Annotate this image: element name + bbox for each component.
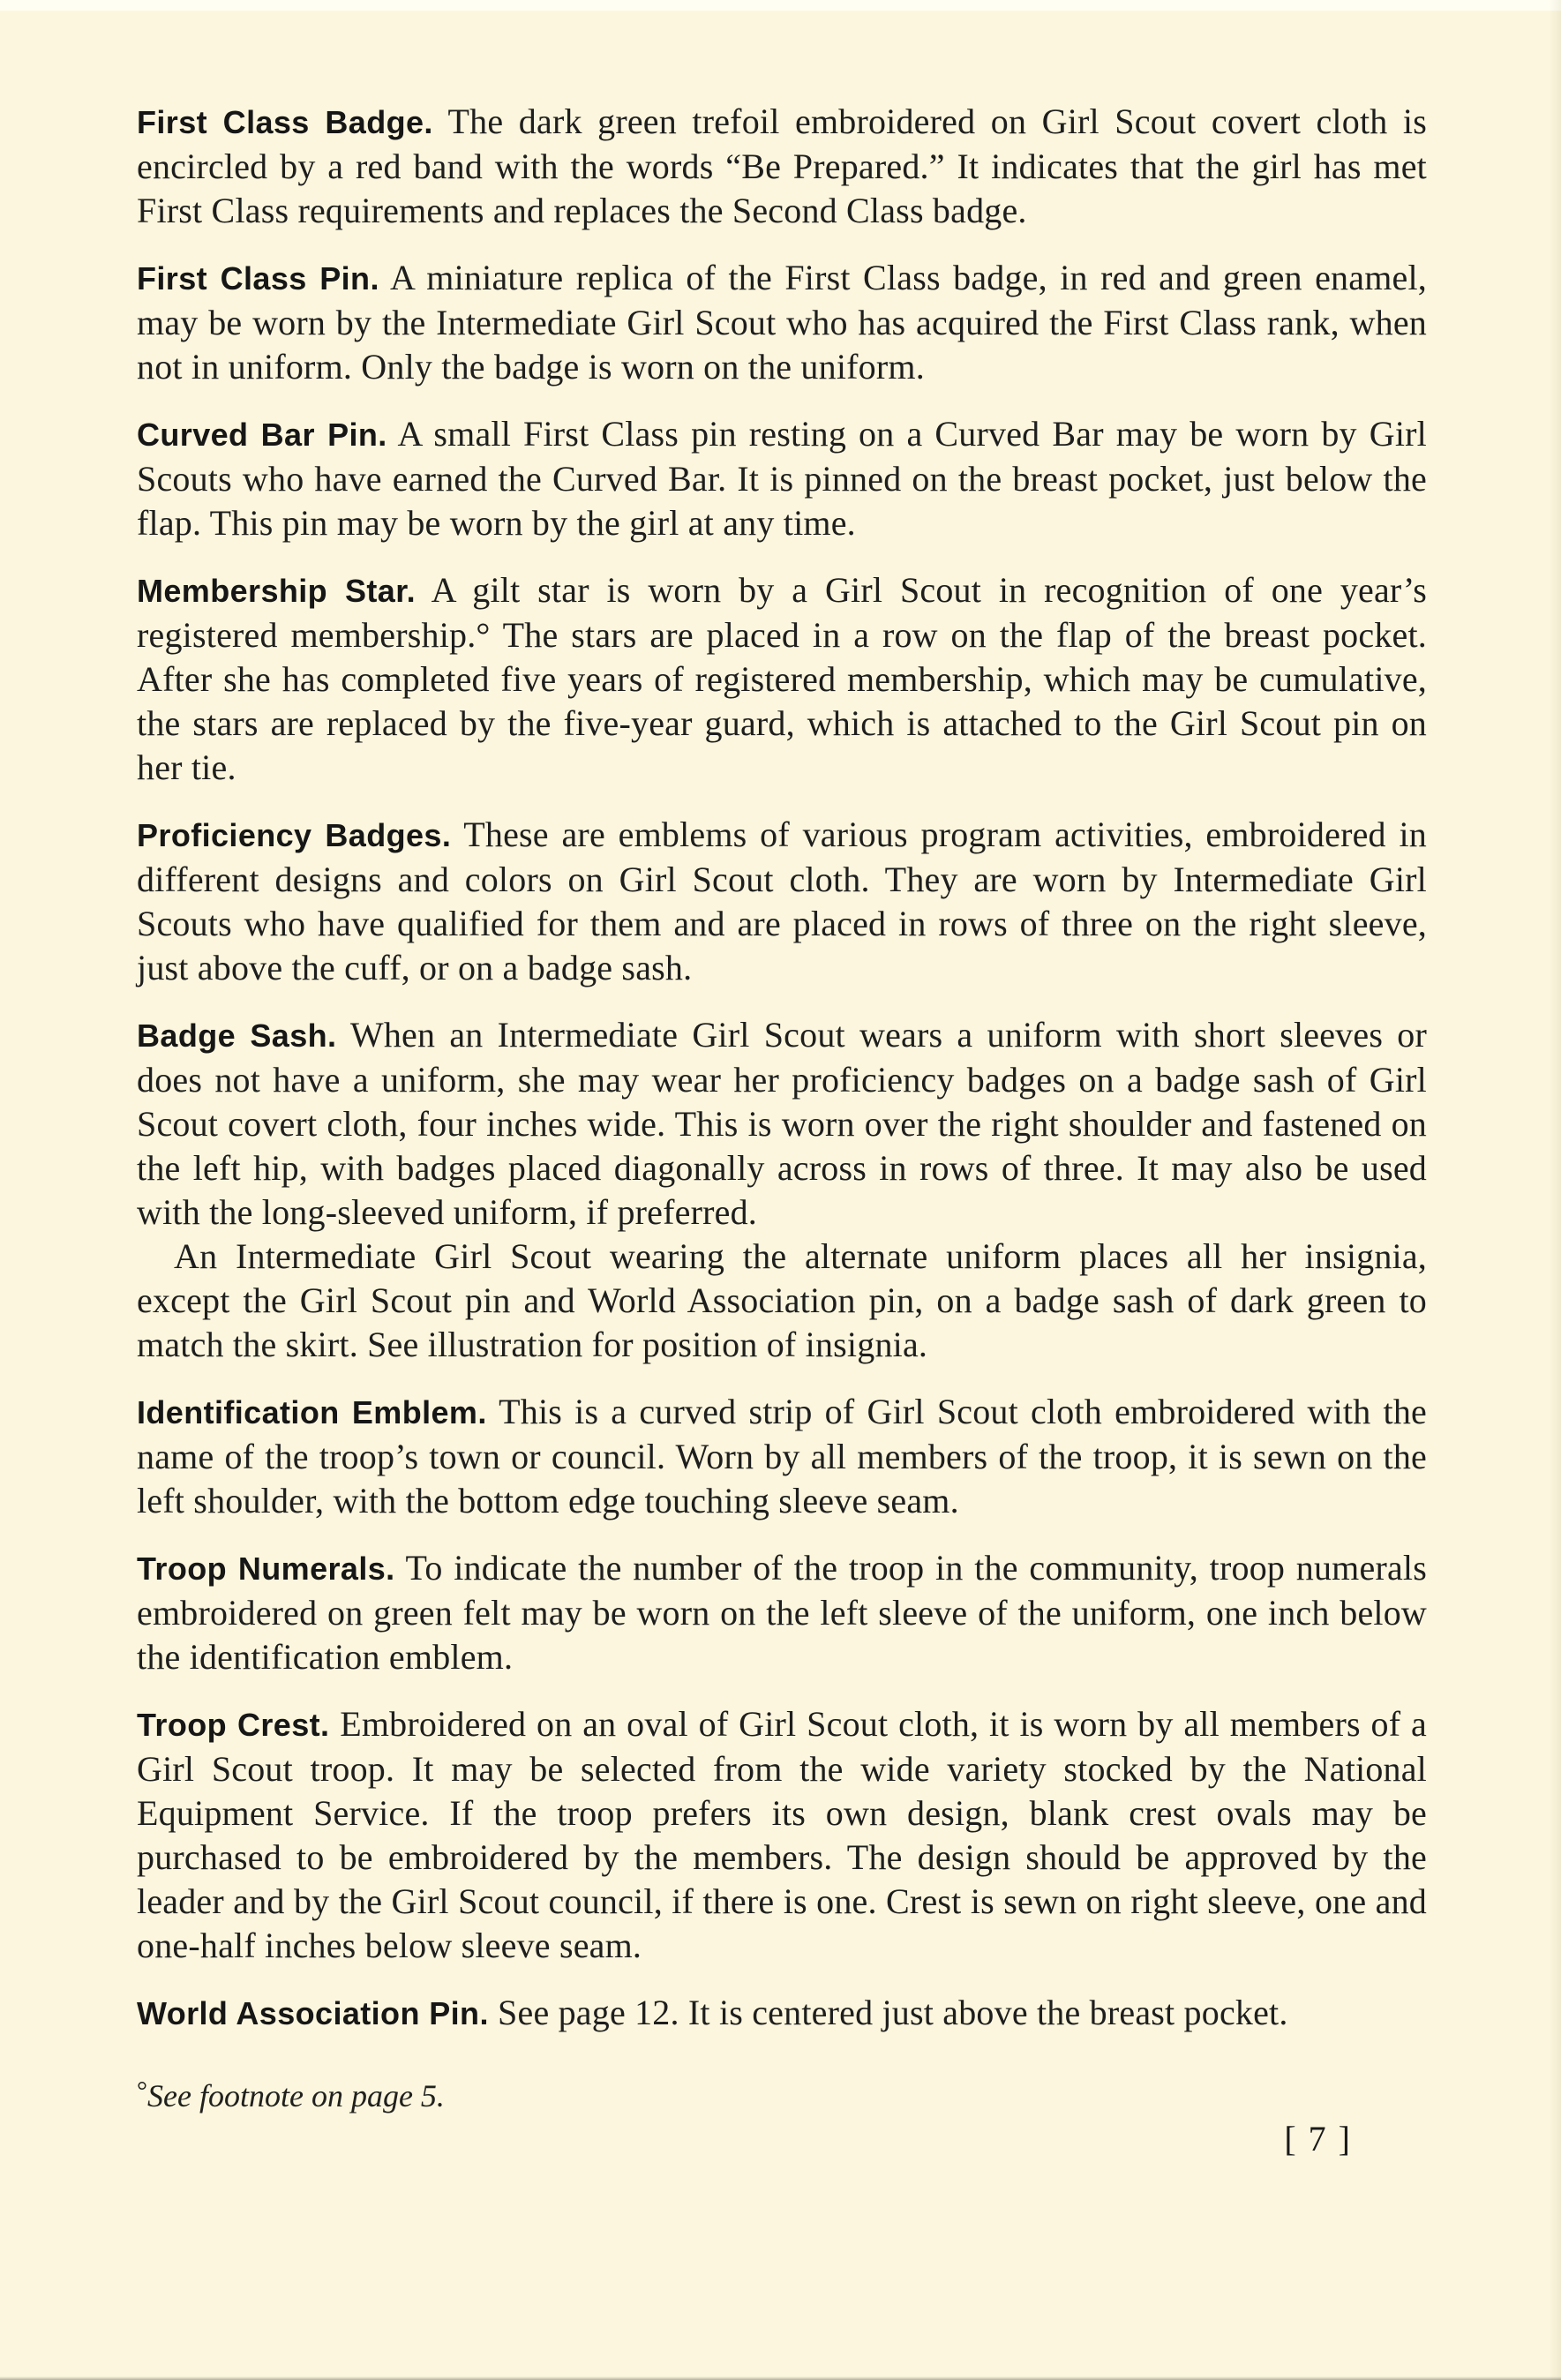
paragraph-text: A small First Class pin resting on a Curved Bar may be worn by Girl Scouts who have earned the Curved Bar. It is pinned on the breast pocket, just below the flap. This pin may be worn by the girl at any time. — [137, 414, 1427, 543]
scan-right-edge — [1549, 0, 1561, 2380]
paragraph-heading: Badge Sash. — [137, 1017, 337, 1054]
paragraph-badge-sash — [137, 1013, 1427, 1235]
paragraph-curved-bar-pin — [137, 412, 1427, 545]
paragraph-text: When an Intermediate Girl Scout wears a uniform with short sleeves or does not have a uniform, she may wear her proficiency badges on a badge sash of Girl Scout covert cloth, four inches wide. This is worn over the right shoulder and fastened on the left hip, with badges placed diagonally across in rows of three. It may also be used with the long-sleeved uniform, if preferred. — [137, 1015, 1427, 1232]
footnote-text: See footnote on page 5. — [147, 2078, 445, 2113]
paragraph-text: To indicate the number of the troop in the community, troop numerals embroidered on green felt may be worn on the left sleeve of the uniform, one inch below the identification emblem. — [137, 1548, 1427, 1677]
paragraph-heading: Proficiency Badges. — [137, 817, 452, 853]
paragraph-text: This is a curved strip of Girl Scout cloth embroidered with the name of the troop’s town or council. Worn by all members of the troop, it is sewn on the left shoulder, with the bottom edge touching sleeve seam. — [137, 1392, 1427, 1520]
paragraph-text: A miniature replica of the First Class badge, in red and green enamel, may be worn by the Intermediate Girl Scout who has acquired the First Class rank, when not in uniform. Only the badge is worn on the uniform. — [137, 258, 1427, 387]
paragraph-first-class-pin — [137, 256, 1427, 389]
paragraph-heading: First Class Badge. — [137, 104, 433, 140]
paragraph-text: Embroidered on an oval of Girl Scout cloth, it is worn by all members of a Girl Scout troop. It may be selected from the wide variety stocked by the National Equipment Service. If the troop prefers its own design, blank crest ovals may be purchased to be embroidered by the members. The design should be approved by the leader and by the Girl Scout council, if there is one. Crest is sewn on right sleeve, one and one-half inches below sleeve seam. — [137, 1704, 1427, 1965]
footnote-marker: ° — [137, 2076, 147, 2106]
paragraph-heading: Identification Emblem. — [137, 1394, 487, 1430]
paragraph-text: A gilt star is worn by a Girl Scout in recognition of one year’s registered membership.° The stars are placed in a row on the flap of the breast pocket. After she has completed five years of registered membership, which may be cumulative, the stars are replaced by the five-year guard, which is attached to the Girl Scout pin on her tie. — [137, 570, 1428, 787]
paragraph-badge-sash-continued — [137, 1235, 1427, 1367]
paragraph-text: See page 12. It is centered just above the breast pocket. — [498, 1993, 1288, 2032]
paragraph-first-class-badge — [137, 100, 1427, 233]
paragraph-membership-star — [137, 568, 1427, 790]
paragraph-identification-emblem — [137, 1390, 1427, 1523]
paragraph-proficiency-badges — [137, 813, 1427, 990]
paragraph-text: The dark green trefoil embroidered on Girl Scout covert cloth is encircled by a red band with the words “Be Prepared.” It indicates that the girl has met First Class requirements and replaces the Second Class badge. — [137, 101, 1427, 230]
paragraph-heading: Troop Crest. — [137, 1707, 330, 1743]
paragraph-text: These are emblems of various program activities, embroidered in different designs and colors on Girl Scout cloth. They are worn by Intermediate Girl Scouts who have qualified for them and are placed in rows of three on the right sleeve, just above the cuff, or on a badge sash. — [137, 815, 1427, 987]
paragraph-heading: Curved Bar Pin. — [137, 417, 387, 453]
paragraph-world-association-pin — [137, 1991, 1427, 2036]
paragraph-text: An Intermediate Girl Scout wearing the alternate uniform places all her insignia, except the Girl Scout pin and World Association pin, on a badge sash of dark green to match the skirt. See illustration for position of insignia. — [137, 1236, 1427, 1364]
footnote — [137, 2071, 1427, 2116]
page-number: [ 7 ] — [1284, 2119, 1352, 2159]
paragraph-heading: Membership Star. — [137, 573, 417, 609]
paragraph-heading: World Association Pin. — [137, 1995, 489, 2031]
paragraph-heading: First Class Pin. — [137, 260, 379, 297]
paragraph-troop-numerals — [137, 1546, 1427, 1679]
paragraph-troop-crest — [137, 1702, 1427, 1968]
paragraph-heading: Troop Numerals. — [137, 1550, 395, 1587]
scan-bottom-edge — [0, 2376, 1561, 2380]
